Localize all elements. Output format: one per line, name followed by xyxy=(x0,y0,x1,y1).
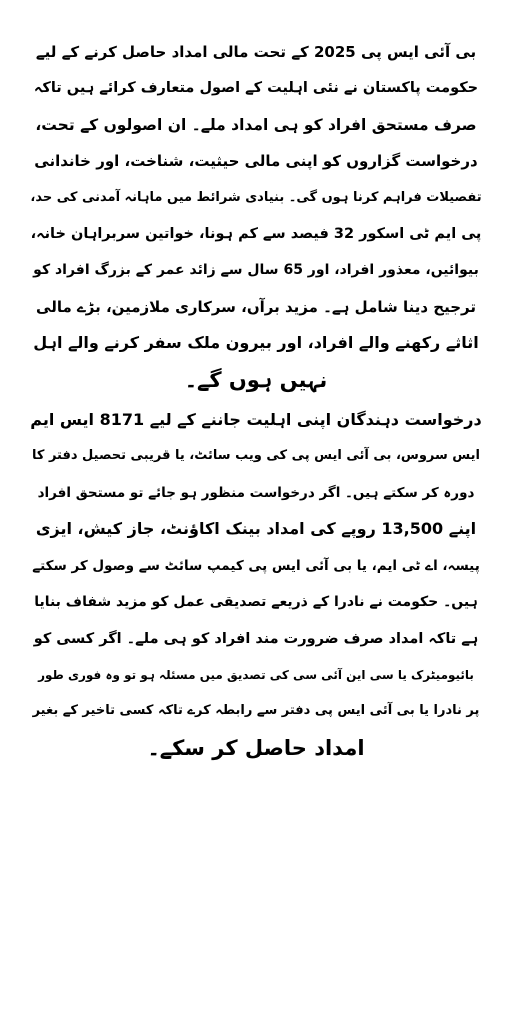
text-line: پی ایم ٹی اسکور 32 فیصد سے کم ہونا، خواتین سربراہان خانہ، xyxy=(30,226,482,243)
text-line: ہیں۔ حکومت نے نادرا کے ذریعے تصدیقی عمل کو مزید شفاف بنایا xyxy=(34,594,478,611)
text-line: درخواست گزاروں کو اپنی مالی حیثیت، شناخت، اور خاندانی xyxy=(34,152,478,171)
text-line: ایس سروس، بی آئی ایس پی کی ویب سائٹ، یا قریبی تحصیل دفتر کا xyxy=(31,448,481,464)
text-line: بیوائیں، معذور افراد، اور 65 سال سے زائد عمر کے بزرگ افراد کو xyxy=(33,262,479,279)
text-line: نہیں ہوں گے۔ xyxy=(184,367,328,392)
text-line: ہے تاکہ امداد صرف ضرورت مند افراد کو ہی ملے۔ اگر کسی کو xyxy=(33,630,479,647)
article-paragraph-2 xyxy=(30,402,482,766)
text-line: تفصیلات فراہم کرنا ہوں گی۔ بنیادی شرائط میں ماہانہ آمدنی کی حد، xyxy=(30,189,482,205)
text-line: ترجیح دینا شامل ہے۔ مزید برآں، سرکاری ملازمین، بڑے مالی xyxy=(36,297,476,316)
text-line: پیسہ، اے ٹی ایم، یا بی آئی ایس پی کیمپ سائٹ سے وصول کر سکتے xyxy=(32,557,480,574)
text-line: دورہ کر سکتے ہیں۔ اگر درخواست منظور ہو جائے تو مستحق افراد xyxy=(37,484,475,501)
text-line: درخواست دہندگان اپنی اہلیت جاننے کے لیے 8171 ایس ایم xyxy=(30,410,482,430)
text-line: بی آئی ایس پی 2025 کے تحت مالی امداد حاصل کرنے کے لیے xyxy=(35,43,477,61)
text-line: بائیومیٹرک یا سی این آئی سی کی تصدیق میں مسئلہ ہو تو وہ فوری طور xyxy=(38,667,474,682)
text-line: پر نادرا یا بی آئی ایس پی دفتر سے رابطہ کرے تاکہ کسی تاخیر کے بغیر xyxy=(32,703,480,719)
text-line: حکومت پاکستان نے نئی اہلیت کے اصول متعارف کرائے ہیں تاکہ xyxy=(33,80,479,97)
text-line: صرف مستحق افراد کو ہی امداد ملے۔ ان اصولوں کے تحت، xyxy=(35,115,477,134)
text-line: امداد حاصل کر سکے۔ xyxy=(147,735,365,760)
text-line: اثاثے رکھنے والے افراد، اور بیرون ملک سفر کرنے والے اہل xyxy=(33,333,479,353)
article-paragraph-1 xyxy=(30,34,482,398)
text-line: اپنے 13,500 روپے کی امداد بینک اکاؤنٹ، جاز کیش، ایزی xyxy=(35,519,477,539)
